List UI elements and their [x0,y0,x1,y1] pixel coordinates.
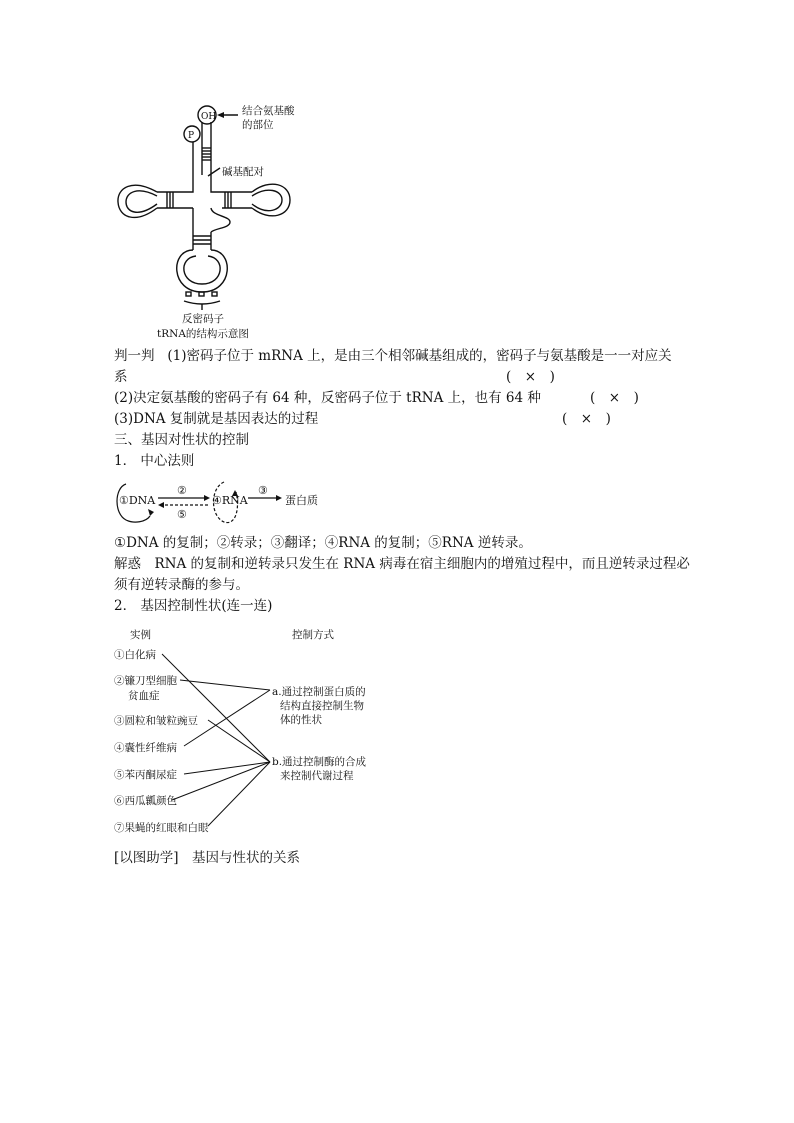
judge-q2-answer: ( × ) [590,390,639,406]
way-b-line1: b.通过控制酶的合成 [272,756,367,768]
way-a-line2: 结构直接控制生物 [280,700,364,712]
footer-heading: [以图助学] 基因与性状的关系 [114,850,301,866]
phosphate-label: P [188,131,195,141]
rna-node: ④RNA [212,494,248,507]
way-b-line2: 来控制代谢过程 [280,770,354,782]
example-6: ⑥西瓜瓤颜色 [114,795,177,807]
binding-site-label-2: 的部位 [242,119,274,131]
example-5: ⑤苯丙酮尿症 [114,769,177,781]
judge-lead: 判一判 [114,348,155,364]
anticodon-label: 反密码子 [182,313,224,325]
section3-heading: 三、基因对性状的控制 [114,432,249,448]
example-2: ②镰刀型细胞 [114,675,177,687]
example-1: ①白化病 [114,649,156,661]
explain-line1: 解惑 RNA 的复制和逆转录只发生在 RNA 病毒在宿主细胞内的增殖过程中，而且逆转录过程必 [114,556,690,572]
examples-column-header: 实例 [130,629,151,641]
judge-q3-answer: ( × ) [562,411,611,427]
judge-q1-line2: 系 [114,369,128,385]
example-4: ④囊性纤维病 [114,742,177,754]
step-3-label: ③ [258,484,268,497]
example-3: ③圆粒和皱粒豌豆 [114,715,198,727]
binding-site-label: 结合氨基酸 [242,105,295,117]
trna-caption: tRNA的结构示意图 [157,328,249,340]
gene-control-heading: 2． 基因控制性状(连一连) [114,598,273,614]
ways-column-header: 控制方式 [292,629,334,641]
step-2-label: ② [177,484,187,497]
base-pairing-label: 碱基配对 [222,166,264,178]
explain-line2: 须有逆转录酶的参与。 [114,577,249,593]
oh-label: OH [201,112,217,122]
example-7: ⑦果蝇的红眼和白眼 [114,822,209,834]
judge-q3: (3)DNA 复制就是基因表达的过程 [114,411,319,427]
central-dogma-legend: ①DNA 的复制；②转录；③翻译；④RNA 的复制；⑤RNA 逆转录。 [114,535,532,551]
dna-node: ①DNA [119,494,156,507]
judge-q2: (2)决定氨基酸的密码子有 64 种，反密码子位于 tRNA 上，也有 64 种 [114,390,541,406]
way-a-line3: 体的性状 [280,714,322,726]
central-dogma-heading: 1． 中心法则 [114,453,195,469]
judge-q1-text: (1)密码子位于 mRNA 上，是由三个相邻碱基组成的，密码子与氨基酸是一一对应关 [167,348,672,364]
protein-node: 蛋白质 [285,494,318,507]
example-2-cont: 贫血症 [128,690,160,702]
judge-q1-answer: ( × ) [506,369,555,385]
way-a-line1: a.通过控制蛋白质的 [272,686,366,698]
step-5-label: ⑤ [177,508,187,521]
